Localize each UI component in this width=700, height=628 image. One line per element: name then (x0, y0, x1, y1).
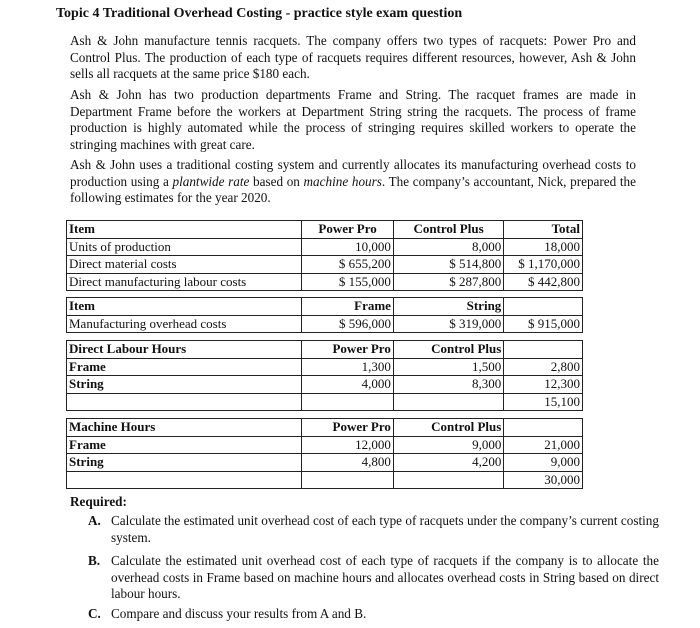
table-cell (302, 471, 394, 489)
table-cell: 8,300 (393, 376, 503, 394)
table-cell: $ 1,170,000 (504, 256, 583, 274)
row-label (67, 471, 302, 489)
row-label (67, 393, 302, 411)
table-cell: 10,000 (302, 238, 394, 256)
row-label: Units of production (67, 238, 302, 256)
header-cell: Item (67, 221, 302, 239)
table-header-row (67, 341, 583, 359)
table-cell: 4,800 (302, 454, 394, 472)
page-title: Topic 4 Traditional Overhead Costing - practice style exam question (56, 6, 463, 21)
table-cell: $ 655,200 (302, 256, 394, 274)
header-cell: Machine Hours (67, 419, 302, 437)
required-item-a (88, 513, 659, 546)
item-letter: C. (88, 606, 101, 621)
row-label: Direct material costs (67, 256, 302, 274)
table-cell: $ 915,000 (504, 315, 583, 333)
header-cell: Control Plus (393, 221, 503, 239)
header-cell: Control Plus (393, 341, 503, 359)
table-row (67, 376, 583, 394)
item-letter: A. (88, 513, 101, 528)
table-row (67, 358, 583, 376)
table-cell (393, 393, 503, 411)
departments-paragraph: Ash & John has two production departments Frame and String. The racquet frames are made in Department Frame before the workers at Department String string the racquets. The process of frame production is highly automated while the process of stringing requires skilled workers to operate the stringing machines with great care. (70, 87, 636, 152)
machine-hours-term: machine hours (303, 173, 382, 189)
required-heading: Required: (70, 494, 127, 509)
table-row (67, 393, 583, 411)
table-cell: 2,800 (504, 358, 583, 376)
table-cell (302, 393, 394, 411)
table-cell: $ 155,000 (302, 273, 394, 291)
costing-text-b: based on (249, 173, 304, 189)
table-row (67, 436, 583, 454)
table-header-row (67, 298, 583, 316)
header-cell (504, 298, 583, 316)
table-header-row (67, 221, 583, 239)
header-cell: Frame (302, 298, 394, 316)
table-cell: 9,000 (504, 454, 583, 472)
table-cell: 15,100 (504, 393, 583, 411)
header-cell: Power Pro (302, 221, 394, 239)
table-cell: 9,000 (393, 436, 503, 454)
row-label: Manufacturing overhead costs (67, 315, 302, 333)
table-cell: 12,300 (504, 376, 583, 394)
header-cell: Power Pro (302, 341, 394, 359)
header-cell (504, 419, 583, 437)
table-row (67, 471, 583, 489)
header-cell: String (393, 298, 503, 316)
table-cell: 30,000 (504, 471, 583, 489)
table-row (67, 454, 583, 472)
machine-hours-table (66, 418, 583, 489)
row-label: String (67, 376, 302, 394)
table-cell: $ 442,800 (504, 273, 583, 291)
item-letter: B. (88, 553, 101, 568)
table-cell: $ 596,000 (302, 315, 394, 333)
table-cell: 18,000 (504, 238, 583, 256)
table-cell: 4,000 (302, 376, 394, 394)
header-cell: Control Plus (393, 419, 503, 437)
table-cell: 12,000 (302, 436, 394, 454)
costing-text-a: Ash & John uses a traditional costing system and currently allocates its manufacturing overhead costs to production using a (70, 157, 636, 189)
header-cell: Direct Labour Hours (67, 341, 302, 359)
header-cell: Item (67, 298, 302, 316)
table-cell (393, 471, 503, 489)
table-cell: 4,200 (393, 454, 503, 472)
header-cell: Power Pro (302, 419, 394, 437)
row-label: Direct manufacturing labour costs (67, 273, 302, 291)
row-label: Frame (67, 358, 302, 376)
costing-text-c: . The company’s accountant, Nick, prepared the following estimates for the year 2020. (70, 173, 636, 206)
table-header-row (67, 419, 583, 437)
plantwide-rate-term: plantwide rate (172, 173, 250, 189)
table-cell: 21,000 (504, 436, 583, 454)
required-item-b (88, 553, 659, 603)
table-cell: 1,500 (393, 358, 503, 376)
table-row (67, 256, 583, 274)
required-item-c (88, 606, 659, 623)
table-row (67, 273, 583, 291)
item-text: Calculate the estimated unit overhead cost of each type of racquets if the company is to allocate the overhead costs in Frame based on machine hours and allocates overhead costs in String based on direct labour hours. (111, 553, 659, 602)
production-costs-table (66, 220, 583, 291)
table-cell: 1,300 (302, 358, 394, 376)
item-text: Compare and discuss your results from A and B. (111, 606, 367, 621)
item-text: Calculate the estimated unit overhead cost of each type of racquets under the company’s current costing system. (111, 513, 659, 545)
header-cell (504, 341, 583, 359)
table-row (67, 315, 583, 333)
row-label: Frame (67, 436, 302, 454)
labour-hours-table (66, 340, 583, 411)
table-cell: $ 319,000 (393, 315, 503, 333)
header-cell: Total (504, 221, 583, 239)
table-cell: $ 287,800 (393, 273, 503, 291)
table-cell: 8,000 (393, 238, 503, 256)
intro-paragraph: Ash & John manufacture tennis racquets. The company offers two types of racquets: Power Pro and Control Plus. The production of each type of racquets requires different resources, however, Ash & John sells all racquets at the same price $180 each. (70, 33, 636, 82)
table-cell: $ 514,800 (393, 256, 503, 274)
overhead-costs-table (66, 297, 583, 333)
row-label: String (67, 454, 302, 472)
costing-paragraph (70, 157, 636, 207)
table-row (67, 238, 583, 256)
